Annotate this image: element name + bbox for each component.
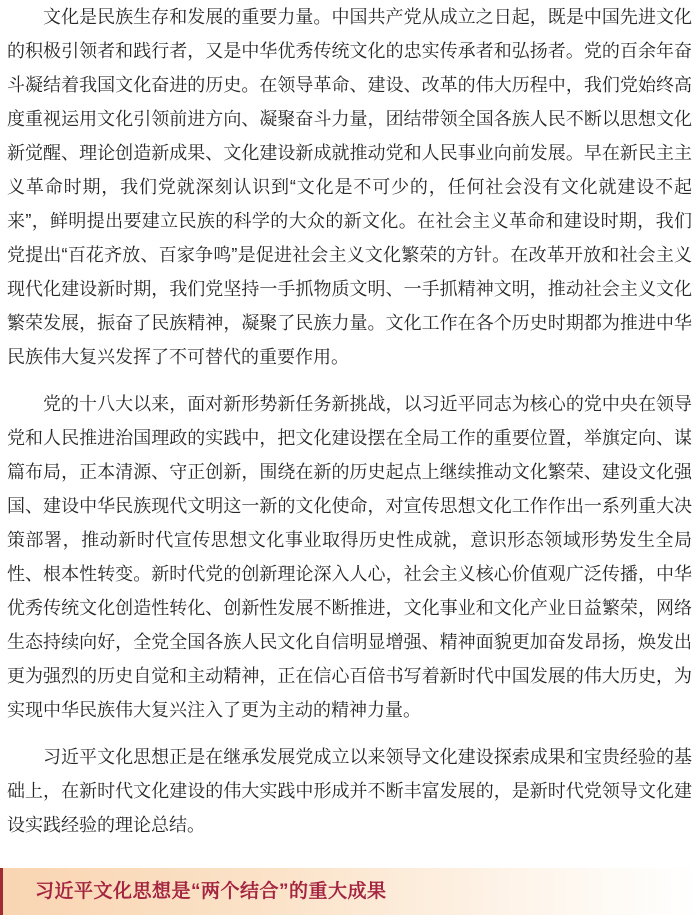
section-heading-text: 习近平文化思想是“两个结合”的重大成果 — [35, 881, 387, 902]
paragraph-3: 习近平文化思想正是在继承发展党成立以来领导文化建设探索成果和宝贵经验的基础上，在新时代文化建设的伟大实践中形成并不断丰富发展的，是新时代党领导文化建设实践经验的理论总结。 — [7, 747, 692, 835]
paragraph-2: 党的十八大以来，面对新形势新任务新挑战，以习近平同志为核心的党中央在领导党和人民推进治国理政的实践中，把文化建设摆在全局工作的重要位置，举旗定向、谋篇布局，正本清源、守正创新，围绕在新的历史起点上继续推动文化繁荣、建设文化强国、建设中华民族现代文明这一新的文化使命，对宣传思想文化工作作出一系列重大决策部署，推动新时代宣传思想文化事业取得历史性成就，意识形态领域形势发生全局性、根本性转变。新时代党的创新理论深入人心，社会主义核心价值观广泛传播，中华优秀传统文化创造性转化、创新性发展不断推进，文化事业和文化产业日益繁荣，网络生态持续向好，全党全国各族人民文化自信明显增强、精神面貌更加奋发昂扬，焕发出更为强烈的历史自觉和主动精神，正在信心百倍书写着新时代中国发展的伟大历史，为实现中华民族伟大复兴注入了更为主动的精神力量。 — [7, 394, 692, 720]
section-heading-banner — [0, 868, 699, 915]
paragraph-1: 文化是民族生存和发展的重要力量。中国共产党从成立之日起，既是中国先进文化的积极引领者和践行者，又是中华优秀传统文化的忠实传承者和弘扬者。党的百余年奋斗凝结着我国文化奋进的历史。在领导革命、建设、改革的伟大历程中，我们党始终高度重视运用文化引领前进方向、凝聚奋斗力量，团结带领全国各族人民不断以思想文化新觉醒、理论创造新成果、文化建设新成就推动党和人民事业向前发展。早在新民主主义革命时期，我们党就深刻认识到“文化是不可少的，任何社会没有文化就建设不起来”，鲜明提出要建立民族的科学的大众的新文化。在社会主义革命和建设时期，我们党提出“百花齐放、百家争鸣”是促进社会主义文化繁荣的方针。在改革开放和社会主义现代化建设新时期，我们党坚持一手抓物质文明、一手抓精神文明，推动社会主义文化繁荣发展，振奋了民族精神，凝聚了民族力量。文化工作在各个历史时期都为推进中华民族伟大复兴发挥了不可替代的重要作用。 — [7, 7, 692, 367]
